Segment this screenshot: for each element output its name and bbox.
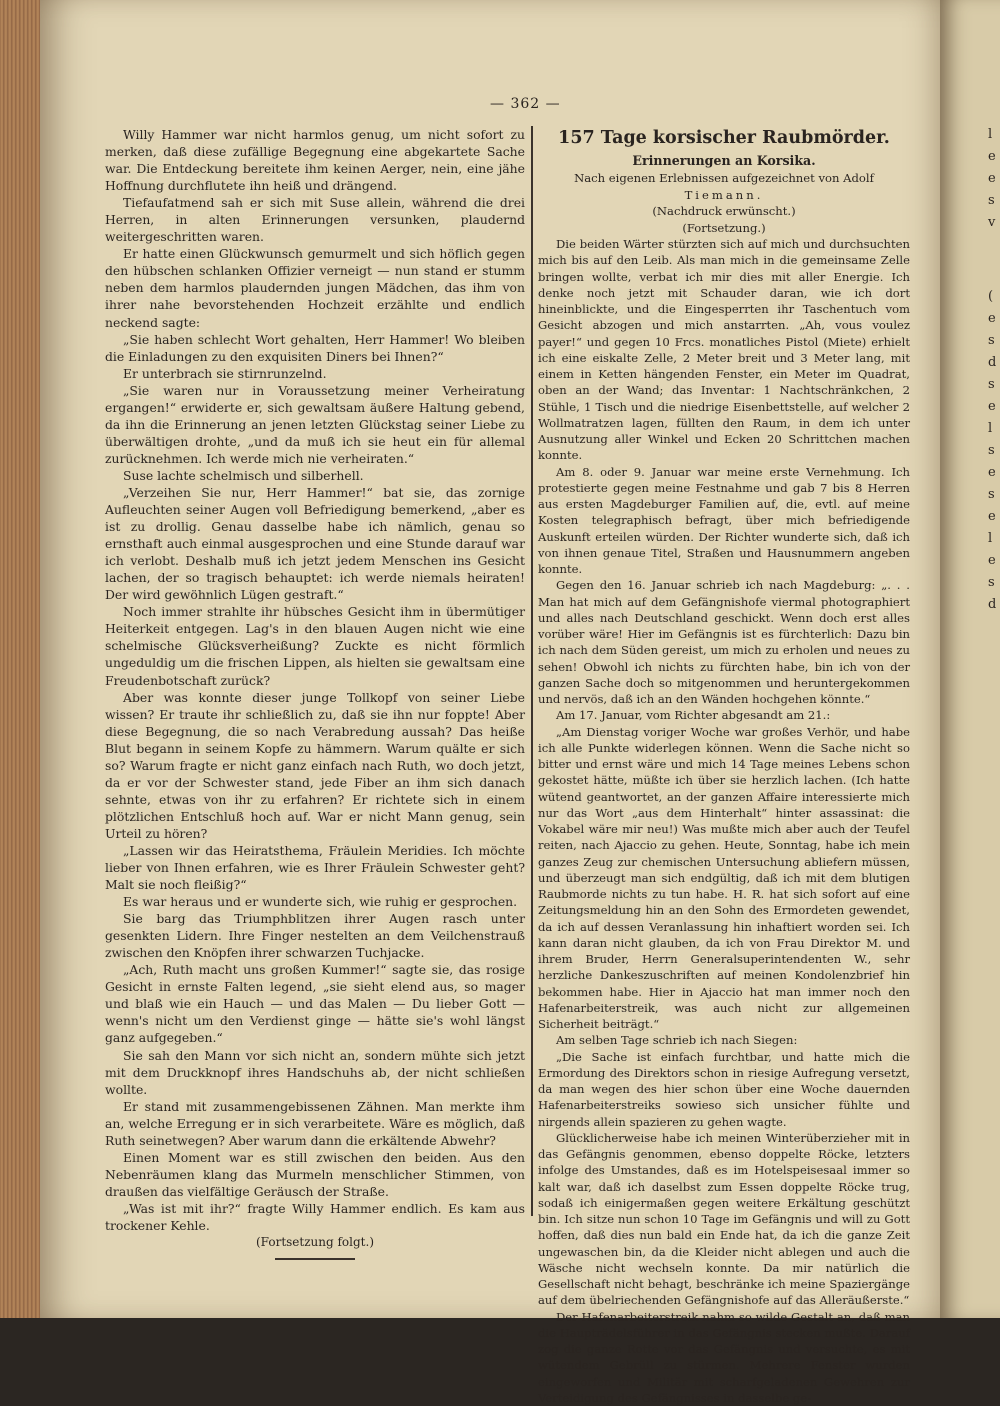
article-paragraph: Am 17. Januar, vom Richter abgesandt am 21.: [538,707,910,723]
adjacent-page-fragment: s [988,334,995,347]
adjacent-page-fragment: e [988,510,996,523]
story-paragraph: Tiefaufatmend sah er sich mit Suse allein, während die drei Herren, in alten Erinnerungen versunken, plaudernd weitergeschritten waren. [105,194,525,245]
story-paragraph: „Lassen wir das Heiratsthema, Fräulein Meridies. Ich möchte lieber von Ihnen erfahren, wie es Ihrer Fräulein Schwester geht? Malt sie noch fleißig?“ [105,842,525,893]
story-paragraph: Er stand mit zusammengebissenen Zähnen. Man merkte ihm an, welche Erregung er in sich verarbeitete. Wäre es möglich, daß Ruth seinetwegen? Aber warum dann die erkältende Abwehr? [105,1098,525,1149]
end-rule [275,1258,355,1260]
article-paragraph: Am 8. oder 9. Januar war meine erste Vernehmung. Ich protestierte gegen meine Festnahme und gab 7 bis 8 Herren aus ersten Magdeburger Familien auf, die, evtl. auf meine Kosten telegraphisch befragt, über mich befriedigende Auskunft erteilen würden. Der Richter wunderte sich, daß ich von ihnen genaue Titel, Straßen und Hausnummern angeben konnte. [538,464,910,578]
adjacent-page-fragment: s [988,444,995,457]
continuation-note-left: (Fortsetzung folgt.) [105,1234,525,1250]
story-paragraph: Willy Hammer war nicht harmlos genug, um nicht sofort zu merken, daß diese zufällige Begegnung eine abgekartete Sache war. Die Entdeckung bereitete ihm keinen Aerger, nein, eine jähe Hoffnung durchflutete ihn heiß und drängend. [105,126,525,194]
newspaper-page [40,0,940,1318]
adjacent-page-fragment: s [988,576,995,589]
story-paragraph: „Sie haben schlecht Wort gehalten, Herr Hammer! Wo bleiben die Einladungen zu den exquisiten Diners bei Ihnen?“ [105,331,525,365]
article-paragraph: „Die Sache ist einfach furchtbar, und hatte mich die Ermordung des Direktors schon in riesige Aufregung versetzt, da man wegen des hier schon über eine Woche dauernden Hafenarbeiterstreiks sowieso sich unsicher fühlte und nirgends allein spazieren zu gehen wagte. [538,1049,910,1130]
right-column-article [538,126,910,1406]
article-byline [538,170,910,203]
article-paragraph: „Am Dienstag voriger Woche war großes Verhör, und habe ich alle Punkte widerlegen können. Wenn die Sache nicht so bitter und ernst wäre und mich 14 Tage meines Lebens schon gekostet hätte, müßte ich über sie herzlich lachen. (Ich hatte wütend geantwortet, an der ganzen Affaire interessierte mich nur das Wort „aus dem Hinterhalt“ hinter assassinat: die Vokabel wäre mir neu!) Was mußte mich aber auch der Teufel reiten, nach Ajaccio zu gehen. Heute, Sonntag, habe ich mein ganzes Zeug zur chemischen Untersuchung abliefern müssen, und überzeugt man sich endgültig, daß ich mit dem blutigen Raubmorde nichts zu tun habe. H. R. hat sich sofort auf eine Zeitungsmeldung hin an den Sohn des Ermordeten gewendet, da ich auf dessen Veranlassung hin inhaftiert worden sei. Ich kann daran nicht glauben, da ich von Frau Direktor M. und ihrem Bruder, Herrn Generalsuperintendenten W., sehr herzliche Dankeszuschriften auf meinen Kondolenzbrief hin bekommen habe. Hier in Ajaccio hat man immer noch den Hafenarbeiterstreik, was auch nicht zur allgemeinen Sicherheit beiträgt.“ [538,724,910,1033]
adjacent-page-fragment: ( [988,290,993,303]
adjacent-page-fragment: d [988,356,996,369]
story-paragraph: „Sie waren nur in Voraussetzung meiner Verheiratung ergangen!“ erwiderte er, sich gewaltsam äußere Haltung gebend, da ihn die Erinnerung an jenen letzten Glückstag seiner Liebe zu überwältigen drohte, „und da muß ich sie heut ein für allemal zurücknehmen. Ich werde mich nie verheiraten.“ [105,382,525,467]
left-column-story [105,126,525,1260]
adjacent-page-fragment: s [988,378,995,391]
story-paragraph: Aber was konnte dieser junge Tollkopf von seiner Liebe wissen? Er traute ihr schließlich zu, daß sie ihn nur foppte! Aber diese Begegnung, die so nach Verabredung aussah? Das heiße Blut begann in seinem Kopfe zu hämmern. Warum quälte er sich so? Warum fragte er nicht ganz einfach nach Ruth, wo doch jetzt, da er vor der Schwester stand, jede Fiber an ihm sich danach sehnte, etwas von ihr zu erfahren? Er richtete sich in einem plötzlichen Entschluß hoch auf. War er nicht Mann genug, sein Urteil zu hören? [105,689,525,842]
adjacent-page-fragment: e [988,172,996,185]
article-paragraph: Am selben Tage schrieb ich nach Siegen: [538,1032,910,1048]
adjacent-page-fragment: l [988,532,992,545]
story-paragraph: „Was ist mit ihr?“ fragte Willy Hammer endlich. Es kam aus trockener Kehle. [105,1200,525,1234]
adjacent-page-fragment: s [988,194,995,207]
adjacent-page-fragment: v [988,216,995,229]
story-paragraph: Sie sah den Mann vor sich nicht an, sondern mühte sich jetzt mit dem Druckknopf ihres Handschuhs ab, der nicht schließen wollte. [105,1047,525,1098]
adjacent-page-fragment: e [988,554,996,567]
adjacent-page-fragment: l [988,422,992,435]
story-paragraph: Einen Moment war es still zwischen den beiden. Aus den Nebenräumen klang das Murmeln menschlicher Stimmen, von draußen das vielfältige Geräusch der Straße. [105,1149,525,1200]
article-paragraph: Die beiden Wärter stürzten sich auf mich und durchsuchten mich bis auf den Leib. Als man mich in die gemeinsame Zelle bringen wollte, verbat ich mir dies mit aller Energie. Ich denke noch jetzt mit Schauder daran, wie ich dort hineinblickte, und die Eingesperrten ihr Taschentuch vom Gesicht abzogen und mich anstarrten. „Ah, vous voulez payer!“ und gegen 10 Frcs. monatliches Pistol (Miete) erhielt ich eine eiskalte Zelle, 2 Meter breit und 3 Meter lang, mit einem in Ketten hängenden Fenster, ein Meter im Quadrat, oben an der Wand; das Inventar: 1 Nachtschränkchen, 2 Stühle, 1 Tisch und die niedrige Eisenbettstelle, auf welcher 2 Wollmatratzen lagen, füllten den Raum, in dem ich unter Ausnutzung aller Winkel und Ecken 20 Schrittchen machen konnte. [538,236,910,464]
story-paragraph: Sie barg das Triumphblitzen ihrer Augen rasch unter gesenkten Lidern. Ihre Finger nestelten an dem Veilchenstrauß zwischen den Knöpfen ihrer schwarzen Tuchjacke. [105,910,525,961]
adjacent-page-fragment: e [988,466,996,479]
adjacent-page-fragment: s [988,488,995,501]
book-edge [0,0,40,1318]
adjacent-page-fragment: e [988,312,996,325]
continuation-note: (Fortsetzung.) [538,220,910,237]
adjacent-page-fragment: l [988,128,992,141]
adjacent-page-fragment: e [988,400,996,413]
reprint-note: (Nachdruck erwünscht.) [538,203,910,220]
article-subheadline: Erinnerungen an Korsika. [538,152,910,170]
story-paragraph: Er unterbrach sie stirnrunzelnd. [105,365,525,382]
article-paragraph: Gegen den 16. Januar schrieb ich nach Magdeburg: „. . . Man hat mich auf dem Gefängnishofe viermal photographiert und alles nach Deutschland geschickt. Wenn doch erst alles vorüber wäre! Hier im Gefängnis ist es fürchterlich: Dazu bin ich nach dem Süden gereist, um mich zu erholen und neues zu sehen! Obwohl ich nichts zu fürchten habe, bin ich von der ganzen Sache doch so mitgenommen und heruntergekommen und nervös, daß ich an den Wänden hochgehen könnte.“ [538,577,910,707]
article-paragraph: Der Hafenarbeiterstreik nahm so wilde Gestalt an, daß man die Haupträdelsführer in das Gefängnis stecken mußte. Darauf zog die ganze Rotte vor das Gefängnis und versuchte, es mit wütendem Gebrüll zu stürmen. Mehrere Fenster wurden eingeworfen und Militär mit scharfgeladenen Gewehren zur Verteidigung des Gefängnisses in dasselbe ge- [538,1309,910,1406]
article-paragraph: Glücklicherweise habe ich meinen Winterüberzieher mit in das Gefängnis genommen, ebenso doppelte Röcke, letzters infolge des Umstandes, daß es im Hotelspeisesaal immer so kalt war, daß ich daselbst zum Essen doppelte Röcke trug, sodaß ich einigermaßen gegen weitere Erkältung geschützt bin. Ich sitze nun schon 10 Tage im Gefängnis und will zu Gott hoffen, daß dies nun bald ein Ende hat, da ich die ganze Zeit ungewaschen bin, da die Kleider nicht ablegen und auch die Wäsche nicht wechseln konnte. Da mir natürlich die Gesellschaft nicht behagt, beschränke ich meine Spaziergänge auf dem übelriechenden Gefängnishofe auf das Alleräußerste.“ [538,1130,910,1309]
article-headline: 157 Tage korsischer Raubmörder. [538,126,910,150]
adjacent-page-fragment: d [988,598,996,611]
story-paragraph: „Verzeihen Sie nur, Herr Hammer!“ bat sie, das zornige Aufleuchten seiner Augen voll Befriedigung bemerkend, „aber es ist zu drollig. Genau dasselbe habe ich nämlich, genau so ernsthaft auch einmal ausgesprochen und eine Stunde darauf war ich verlobt. Deshalb muß ich jetzt jedem Menschen ins Gesicht lachen, der so tragisch behauptet: ich werde niemals heiraten! Der wird gewöhnlich Lügen gestraft.“ [105,484,525,603]
adjacent-page-edge [940,0,1000,1318]
story-paragraph: Noch immer strahlte ihr hübsches Gesicht ihm in übermütiger Heiterkeit entgegen. Lag's in den blauen Augen nicht wie eine schelmische Glücksverheißung? Zuckte es nicht förmlich ungeduldig um die frischen Lippen, als hielten sie gewaltsam eine Freudenbotschaft zurück? [105,603,525,688]
adjacent-page-fragment: e [988,150,996,163]
story-paragraph: Suse lachte schelmisch und silberhell. [105,467,525,484]
byline-prefix: Nach eigenen Erlebnissen aufgezeichnet von Adolf [574,171,874,185]
story-paragraph: „Ach, Ruth macht uns großen Kummer!“ sagte sie, das rosige Gesicht in ernste Falten legend, „sie sieht elend aus, so mager und blaß wie ein Hauch — und das Malen — Du lieber Gott — wenn's nicht um den Verdienst ginge — hätte sie's wohl längst ganz aufgegeben.“ [105,961,525,1046]
page-number: — 362 — [490,96,561,112]
byline-author-name: Tiemann. [685,188,764,202]
story-paragraph: Es war heraus und er wunderte sich, wie ruhig er gesprochen. [105,893,525,910]
story-paragraph: Er hatte einen Glückwunsch gemurmelt und sich höflich gegen den hübschen schlanken Offizier verneigt — nun stand er stumm neben dem harmlos plaudernden jungen Mädchen, das ihm von ihrer nahe bevorstehenden Hochzeit erzählte und endlich neckend sagte: [105,245,525,330]
column-divider [531,126,533,1216]
